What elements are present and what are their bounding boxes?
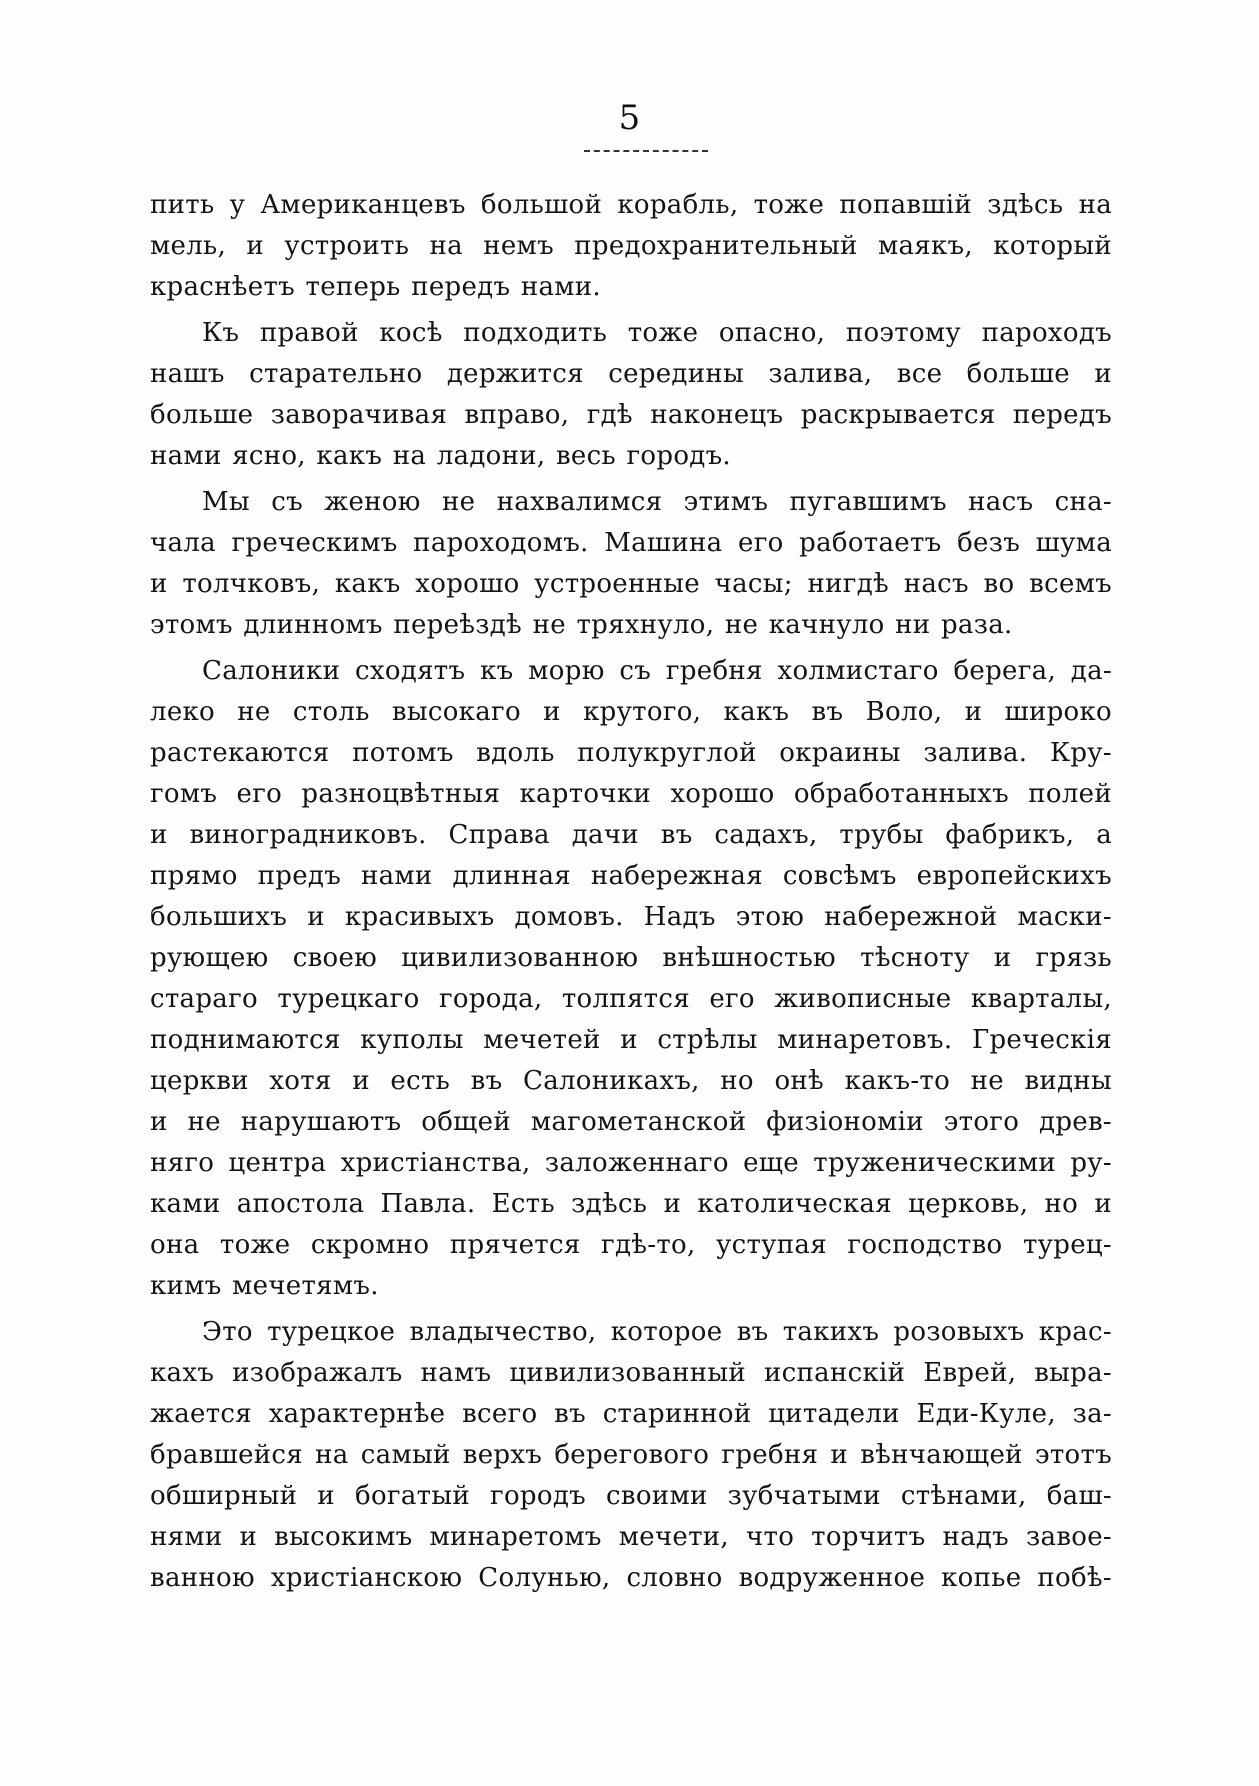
text-line: кахъ изображалъ намъ цивилизованный испанскій Еврей, выра- [150,1358,1112,1388]
paragraph [150,482,1112,646]
text-line: церкви хотя и есть въ Салоникахъ, но онѣ какъ-то не видны [150,1066,1112,1096]
text-line: пить у Американцевъ большой корабль, тоже попавшій здѣсь на [150,190,1112,220]
text-line: Салоники сходятъ къ морю съ гребня холмистаго берега, да- [202,656,1112,686]
text-line: леко не столь высокаго и крутого, какъ въ Воло, и широко [150,697,1112,727]
text-line: жается характернѣе всего въ старинной цитадели Еди-Куле, за- [150,1399,1112,1429]
text-line: Къ правой косѣ подходить тоже опасно, поэтому пароходъ [202,318,1112,348]
text-line: большихъ и красивыхъ домовъ. Надъ этою набережной маски- [150,902,1112,932]
text-line: нами ясно, какъ на ладони, весь городъ. [150,441,731,471]
text-line: обширный и богатый городъ своими зубчатыми стѣнами, баш- [150,1481,1112,1511]
text-line: мель, и устроить на немъ предохранительный маякъ, который [150,231,1112,261]
text-line: ванною христіанскою Солунью, словно водруженное копье побѣ- [150,1563,1112,1593]
text-line: гомъ его разноцвѣтныя карточки хорошо обработанныхъ полей [150,779,1112,809]
page-body [150,185,1112,1604]
text-line: Это турецкое владычество, которое въ такихъ розовыхъ крас- [202,1317,1112,1347]
text-line: она тоже скромно прячется гдѣ-то, уступая господство турец- [150,1230,1112,1260]
text-line: и виноградниковъ. Справа дачи въ садахъ, трубы фабрикъ, а [150,820,1112,850]
paragraph [150,313,1112,477]
paragraph [150,1312,1112,1599]
text-line: нашъ старательно держится середины залива, все больше и [150,359,1112,389]
text-line: прямо предъ нами длинная набережная совсѣмъ европейскихъ [150,861,1112,891]
text-line: этомъ длинномъ переѣздѣ не тряхнуло, не качнуло ни раза. [150,610,1013,640]
text-line: и не нарушаютъ общей магометанской физіономіи этого древ- [150,1107,1112,1137]
text-line: кимъ мечетямъ. [150,1271,379,1301]
text-line: и толчковъ, какъ хорошо устроенные часы; нигдѣ насъ во всемъ [150,569,1112,599]
text-line: Мы съ женою не нахвалимся этимъ пугавшимъ насъ сна- [202,487,1112,517]
text-line: нями и высокимъ минаретомъ мечети, что торчитъ надъ завое- [150,1522,1112,1552]
text-line: стараго турецкаго города, толпятся его живописные кварталы, [150,984,1112,1014]
paragraph [150,185,1112,308]
text-line: краснѣетъ теперь передъ нами. [150,272,601,302]
text-line: поднимаются куполы мечетей и стрѣлы минаретовъ. Греческія [150,1025,1112,1055]
text-line: чала греческимъ пароходомъ. Машина его работаетъ безъ шума [150,528,1112,558]
text-line: рующею своею цивилизованною внѣшностью тѣсноту и грязь [150,943,1112,973]
text-line: ками апостола Павла. Есть здѣсь и католическая церковь, но и [150,1189,1112,1219]
text-line: больше заворачивая вправо, гдѣ наконецъ раскрывается передъ [150,400,1112,430]
page-number: 5 [618,98,641,138]
text-line: бравшейся на самый верхъ берегового гребня и вѣнчающей этотъ [150,1440,1112,1470]
text-line: няго центра христіанства, заложеннаго еще труженическими ру- [150,1148,1112,1178]
paragraph [150,651,1112,1307]
header-rule [584,150,708,152]
text-line: растекаются потомъ вдоль полукруглой окраины залива. Кру- [150,738,1112,768]
